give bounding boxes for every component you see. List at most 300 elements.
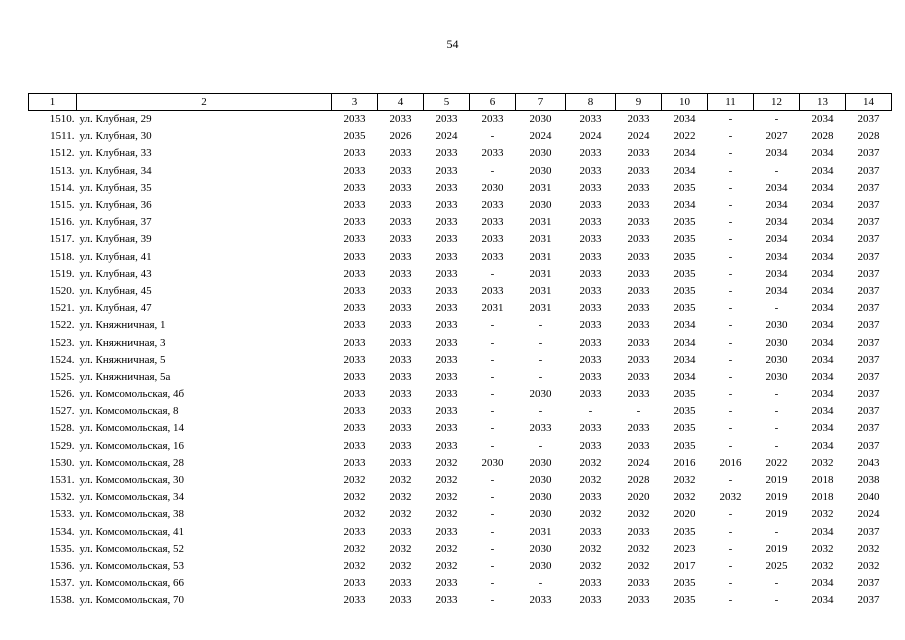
year-cell: 2033 — [435, 594, 458, 607]
year-cell: - — [774, 113, 779, 126]
year-cell: 2033 — [435, 319, 458, 332]
year-cell: - — [490, 319, 495, 332]
year-cell: - — [728, 164, 733, 177]
year-cell: 2037 — [857, 439, 880, 452]
year-cell: 2033 — [389, 456, 412, 469]
year-cell: 2035 — [673, 594, 696, 607]
year-cell: 2034 — [811, 250, 834, 263]
year-cell: 2037 — [857, 370, 880, 383]
year-cell: 2031 — [529, 284, 552, 297]
row-number: 1538. — [49, 594, 75, 607]
year-cell: 2033 — [343, 302, 366, 315]
address-cell: ул. Комсомольская, 53 — [79, 559, 185, 572]
year-cell: 2035 — [673, 577, 696, 590]
year-cell: 2033 — [627, 594, 650, 607]
year-cell: 2034 — [811, 336, 834, 349]
year-cell: - — [728, 405, 733, 418]
year-cell: 2034 — [811, 181, 834, 194]
year-cell: 2034 — [811, 319, 834, 332]
row-number: 1523. — [49, 336, 75, 349]
year-cell: 2035 — [673, 267, 696, 280]
year-cell: 2031 — [481, 302, 504, 315]
year-cell: - — [728, 577, 733, 590]
year-cell: - — [774, 164, 779, 177]
column-header: 4 — [378, 94, 424, 111]
year-cell: 2033 — [627, 233, 650, 246]
year-cell: 2030 — [765, 336, 788, 349]
year-cell: 2037 — [857, 199, 880, 212]
year-cell: 2040 — [857, 491, 880, 504]
column-header: 14 — [846, 94, 892, 111]
year-cell: - — [774, 525, 779, 538]
address-cell: ул. Комсомольская, 70 — [79, 594, 185, 607]
year-cell: 2033 — [435, 250, 458, 263]
table-row — [29, 524, 892, 541]
year-cell: 2033 — [579, 284, 602, 297]
year-cell: 2030 — [529, 542, 552, 555]
year-cell: 2034 — [673, 353, 696, 366]
year-cell: 2035 — [673, 284, 696, 297]
address-cell: ул. Клубная, 45 — [79, 284, 152, 297]
year-cell: 2033 — [435, 267, 458, 280]
address-cell: ул. Клубная, 37 — [79, 216, 152, 229]
year-cell: 2033 — [435, 388, 458, 401]
year-cell: - — [728, 559, 733, 572]
year-cell: 2032 — [389, 474, 412, 487]
year-cell: 2033 — [389, 113, 412, 126]
year-cell: 2033 — [435, 577, 458, 590]
year-cell: 2033 — [435, 199, 458, 212]
row-number: 1536. — [49, 559, 75, 572]
year-cell: - — [490, 577, 495, 590]
year-cell: 2033 — [389, 370, 412, 383]
year-cell: 2033 — [627, 181, 650, 194]
year-cell: 2033 — [627, 113, 650, 126]
year-cell: 2034 — [673, 113, 696, 126]
year-cell: 2024 — [627, 130, 650, 143]
year-cell: - — [728, 130, 733, 143]
table-row — [29, 541, 892, 558]
year-cell: 2035 — [673, 250, 696, 263]
row-number: 1522. — [49, 319, 75, 332]
year-cell: 2032 — [435, 491, 458, 504]
year-cell: - — [538, 319, 543, 332]
year-cell: 2032 — [857, 542, 880, 555]
year-cell: 2019 — [765, 508, 788, 521]
table-row — [29, 506, 892, 523]
year-cell: 2032 — [343, 508, 366, 521]
year-cell: 2030 — [765, 353, 788, 366]
year-cell: - — [774, 302, 779, 315]
table-row — [29, 266, 892, 283]
row-number: 1524. — [49, 353, 75, 366]
address-cell: ул. Клубная, 47 — [79, 302, 152, 315]
year-cell: 2034 — [673, 370, 696, 383]
row-number: 1525. — [49, 370, 75, 383]
year-cell: 2033 — [579, 302, 602, 315]
year-cell: 2033 — [435, 113, 458, 126]
year-cell: 2034 — [673, 147, 696, 160]
row-number: 1533. — [49, 508, 75, 521]
year-cell: - — [490, 542, 495, 555]
year-cell: 2032 — [579, 474, 602, 487]
year-cell: - — [728, 370, 733, 383]
year-cell: 2031 — [529, 181, 552, 194]
year-cell: 2033 — [435, 147, 458, 160]
year-cell: 2030 — [529, 456, 552, 469]
year-cell: 2032 — [719, 491, 742, 504]
column-header: 5 — [424, 94, 470, 111]
year-cell: - — [538, 370, 543, 383]
year-cell: 2034 — [673, 164, 696, 177]
year-cell: - — [774, 422, 779, 435]
table-row — [29, 214, 892, 231]
table-row — [29, 180, 892, 197]
year-cell: 2032 — [389, 559, 412, 572]
year-cell: 2025 — [765, 559, 788, 572]
year-cell: 2032 — [673, 491, 696, 504]
year-cell: 2033 — [481, 113, 504, 126]
year-cell: 2032 — [627, 508, 650, 521]
year-cell: 2022 — [673, 130, 696, 143]
year-cell: 2032 — [579, 542, 602, 555]
year-cell: 2017 — [673, 559, 696, 572]
year-cell: 2024 — [857, 508, 880, 521]
year-cell: 2037 — [857, 388, 880, 401]
year-cell: - — [728, 474, 733, 487]
year-cell: 2034 — [765, 284, 788, 297]
address-cell: ул. Клубная, 29 — [79, 113, 152, 126]
year-cell: 2032 — [579, 456, 602, 469]
year-cell: 2024 — [529, 130, 552, 143]
year-cell: 2033 — [435, 439, 458, 452]
row-number: 1520. — [49, 284, 75, 297]
year-cell: 2033 — [627, 388, 650, 401]
row-number: 1510. — [49, 113, 75, 126]
year-cell: 2031 — [529, 233, 552, 246]
year-cell: 2037 — [857, 594, 880, 607]
year-cell: 2033 — [389, 525, 412, 538]
column-header: 11 — [708, 94, 754, 111]
row-number: 1519. — [49, 267, 75, 280]
year-cell: - — [728, 216, 733, 229]
year-cell: 2032 — [673, 474, 696, 487]
table-row — [29, 592, 892, 609]
year-cell: 2026 — [389, 130, 412, 143]
row-number: 1527. — [49, 405, 75, 418]
year-cell: 2033 — [343, 319, 366, 332]
year-cell: - — [588, 405, 593, 418]
year-cell: 2033 — [579, 336, 602, 349]
year-cell: 2032 — [435, 456, 458, 469]
year-cell: 2030 — [529, 147, 552, 160]
year-cell: 2033 — [627, 302, 650, 315]
year-cell: 2037 — [857, 113, 880, 126]
address-cell: ул. Комсомольская, 14 — [79, 422, 185, 435]
year-cell: 2033 — [435, 525, 458, 538]
year-cell: 2030 — [765, 370, 788, 383]
address-cell: ул. Клубная, 30 — [79, 130, 152, 143]
year-cell: 2033 — [627, 284, 650, 297]
column-header: 2 — [77, 94, 332, 111]
row-number: 1512. — [49, 147, 75, 160]
year-cell: 2033 — [435, 181, 458, 194]
year-cell: 2030 — [765, 319, 788, 332]
year-cell: 2032 — [343, 491, 366, 504]
year-cell: 2032 — [435, 559, 458, 572]
address-cell: ул. Княжничная, 1 — [79, 319, 166, 332]
table-row — [29, 438, 892, 455]
address-cell: ул. Комсомольская, 34 — [79, 491, 185, 504]
year-cell: 2033 — [389, 216, 412, 229]
year-cell: 2033 — [435, 164, 458, 177]
year-cell: 2037 — [857, 164, 880, 177]
year-cell: 2034 — [673, 319, 696, 332]
year-cell: 2033 — [579, 113, 602, 126]
year-cell: - — [728, 422, 733, 435]
year-cell: 2032 — [579, 559, 602, 572]
year-cell: 2033 — [389, 439, 412, 452]
column-header: 3 — [332, 94, 378, 111]
year-cell: 2016 — [673, 456, 696, 469]
year-cell: 2034 — [811, 164, 834, 177]
row-number: 1537. — [49, 577, 75, 590]
year-cell: 2032 — [343, 559, 366, 572]
year-cell: 2033 — [579, 370, 602, 383]
table-row — [29, 145, 892, 162]
year-cell: 2030 — [529, 559, 552, 572]
year-cell: 2019 — [765, 542, 788, 555]
column-header: 13 — [800, 94, 846, 111]
table-row — [29, 352, 892, 369]
table-row — [29, 283, 892, 300]
year-cell: 2037 — [857, 336, 880, 349]
year-cell: - — [728, 199, 733, 212]
year-cell: 2033 — [389, 388, 412, 401]
year-cell: - — [774, 577, 779, 590]
year-cell: 2033 — [627, 370, 650, 383]
address-cell: ул. Клубная, 35 — [79, 181, 152, 194]
row-number: 1531. — [49, 474, 75, 487]
column-header: 10 — [662, 94, 708, 111]
year-cell: 2033 — [389, 164, 412, 177]
year-cell: 2033 — [389, 422, 412, 435]
year-cell: 2024 — [627, 456, 650, 469]
year-cell: 2022 — [765, 456, 788, 469]
address-cell: ул. Комсомольская, 52 — [79, 542, 185, 555]
year-cell: 2034 — [765, 233, 788, 246]
address-cell: ул. Комсомольская, 38 — [79, 508, 185, 521]
year-cell: 2033 — [343, 577, 366, 590]
year-cell: 2033 — [627, 353, 650, 366]
year-cell: 2033 — [435, 405, 458, 418]
row-number: 1518. — [49, 250, 75, 263]
year-cell: - — [728, 439, 733, 452]
year-cell: 2032 — [389, 542, 412, 555]
year-cell: 2028 — [857, 130, 880, 143]
year-cell: 2028 — [811, 130, 834, 143]
table-row — [29, 249, 892, 266]
year-cell: 2034 — [811, 216, 834, 229]
table-row — [29, 455, 892, 472]
year-cell: 2016 — [719, 456, 742, 469]
year-cell: 2043 — [857, 456, 880, 469]
year-cell: - — [490, 594, 495, 607]
year-cell: 2032 — [389, 491, 412, 504]
year-cell: 2037 — [857, 525, 880, 538]
year-cell: - — [538, 577, 543, 590]
table-row — [29, 558, 892, 575]
year-cell: 2034 — [673, 199, 696, 212]
year-cell: 2033 — [343, 267, 366, 280]
year-cell: 2018 — [811, 474, 834, 487]
year-cell: 2032 — [435, 542, 458, 555]
year-cell: - — [490, 559, 495, 572]
year-cell: 2033 — [389, 319, 412, 332]
year-cell: 2033 — [579, 267, 602, 280]
year-cell: 2033 — [389, 181, 412, 194]
year-cell: 2032 — [857, 559, 880, 572]
year-cell: 2030 — [529, 474, 552, 487]
year-cell: - — [490, 474, 495, 487]
year-cell: 2033 — [579, 353, 602, 366]
year-cell: - — [490, 405, 495, 418]
year-cell: 2033 — [579, 388, 602, 401]
year-cell: 2023 — [673, 542, 696, 555]
table-row — [29, 472, 892, 489]
year-cell: 2033 — [343, 422, 366, 435]
year-cell: 2034 — [811, 525, 834, 538]
year-cell: 2032 — [435, 474, 458, 487]
year-cell: 2024 — [435, 130, 458, 143]
row-number: 1517. — [49, 233, 75, 246]
address-cell: ул. Комсомольская, 16 — [79, 439, 185, 452]
row-number: 1530. — [49, 456, 75, 469]
year-cell: 2030 — [529, 388, 552, 401]
column-header: 6 — [470, 94, 516, 111]
year-cell: 2032 — [627, 559, 650, 572]
year-cell: - — [490, 422, 495, 435]
row-number: 1521. — [49, 302, 75, 315]
year-cell: 2032 — [811, 559, 834, 572]
year-cell: 2033 — [627, 199, 650, 212]
year-cell: - — [728, 542, 733, 555]
year-cell: - — [490, 130, 495, 143]
address-cell: ул. Комсомольская, 41 — [79, 525, 185, 538]
row-number: 1529. — [49, 439, 75, 452]
year-cell: 2033 — [579, 164, 602, 177]
year-cell: 2037 — [857, 267, 880, 280]
year-cell: 2033 — [343, 199, 366, 212]
year-cell: 2033 — [343, 439, 366, 452]
year-cell: 2033 — [435, 302, 458, 315]
year-cell: 2033 — [343, 388, 366, 401]
year-cell: 2033 — [343, 250, 366, 263]
year-cell: 2033 — [389, 147, 412, 160]
table-row — [29, 317, 892, 334]
year-cell: 2032 — [343, 542, 366, 555]
year-cell: 2030 — [529, 491, 552, 504]
table-row — [29, 575, 892, 592]
address-cell: ул. Комсомольская, 66 — [79, 577, 185, 590]
year-cell: 2033 — [579, 319, 602, 332]
year-cell: 2032 — [435, 508, 458, 521]
year-cell: 2037 — [857, 319, 880, 332]
year-cell: - — [728, 388, 733, 401]
year-cell: 2034 — [765, 216, 788, 229]
year-cell: 2032 — [343, 474, 366, 487]
table-row — [29, 300, 892, 317]
year-cell: - — [728, 250, 733, 263]
year-cell: 2033 — [627, 439, 650, 452]
year-cell: 2033 — [579, 491, 602, 504]
year-cell: 2033 — [343, 594, 366, 607]
year-cell: 2032 — [627, 542, 650, 555]
year-cell: 2033 — [627, 525, 650, 538]
year-cell: 2033 — [343, 353, 366, 366]
page-number: 54 — [446, 37, 459, 51]
year-cell: 2034 — [811, 353, 834, 366]
address-cell: ул. Княжничная, 3 — [79, 336, 166, 349]
year-cell: 2037 — [857, 353, 880, 366]
year-cell: 2032 — [811, 508, 834, 521]
year-cell: 2033 — [579, 233, 602, 246]
address-cell: ул. Княжничная, 5 — [79, 353, 166, 366]
year-cell: 2033 — [529, 594, 552, 607]
year-cell: - — [728, 353, 733, 366]
column-header: 12 — [754, 94, 800, 111]
year-cell: 2020 — [627, 491, 650, 504]
year-cell: 2037 — [857, 147, 880, 160]
year-cell: 2033 — [343, 233, 366, 246]
year-cell: 2030 — [529, 164, 552, 177]
year-cell: - — [774, 388, 779, 401]
year-cell: 2033 — [435, 353, 458, 366]
table-body — [29, 111, 892, 610]
year-cell: 2020 — [673, 508, 696, 521]
row-number: 1526. — [49, 388, 75, 401]
year-cell: - — [774, 594, 779, 607]
year-cell: 2034 — [811, 405, 834, 418]
year-cell: 2030 — [529, 199, 552, 212]
year-cell: 2033 — [343, 405, 366, 418]
year-cell: - — [728, 594, 733, 607]
year-cell: 2019 — [765, 474, 788, 487]
year-cell: 2033 — [389, 594, 412, 607]
year-cell: 2035 — [343, 130, 366, 143]
year-cell: 2035 — [673, 422, 696, 435]
year-cell: 2032 — [389, 508, 412, 521]
address-cell: ул. Клубная, 33 — [79, 147, 152, 160]
year-cell: 2033 — [481, 250, 504, 263]
year-cell: 2033 — [481, 147, 504, 160]
year-cell: 2033 — [529, 422, 552, 435]
year-cell: 2037 — [857, 284, 880, 297]
year-cell: 2033 — [579, 250, 602, 263]
year-cell: 2033 — [481, 233, 504, 246]
year-cell: 2033 — [343, 456, 366, 469]
year-cell: 2033 — [627, 422, 650, 435]
year-cell: - — [490, 164, 495, 177]
year-cell: - — [636, 405, 641, 418]
year-cell: 2034 — [811, 233, 834, 246]
year-cell: 2037 — [857, 422, 880, 435]
year-cell: 2033 — [579, 147, 602, 160]
table-row — [29, 369, 892, 386]
year-cell: 2034 — [811, 113, 834, 126]
year-cell: 2030 — [481, 456, 504, 469]
year-cell: 2035 — [673, 216, 696, 229]
